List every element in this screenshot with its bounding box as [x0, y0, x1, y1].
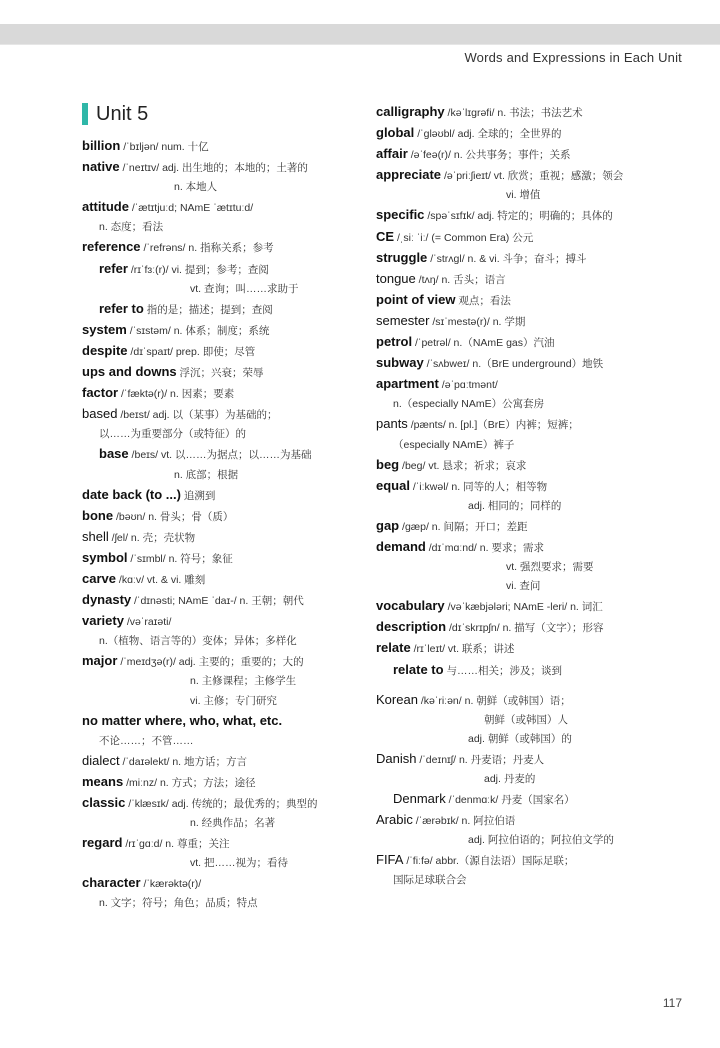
- vocab-definition: /bəʊn/ n. 骨头；骨（质）: [113, 510, 234, 523]
- vocab-headword: demand: [376, 538, 426, 554]
- vocab-headword: means: [82, 773, 124, 789]
- vocab-definition: /ˈneɪtɪv/ adj. 出生地的；本地的；土著的: [119, 162, 308, 175]
- vocab-headword: dynasty: [82, 592, 132, 608]
- vocab-entry: [82, 548, 352, 569]
- vocab-headword: symbol: [82, 549, 128, 565]
- vocab-definition: /ˈdaɪəlekt/ n. 地方话；方言: [119, 755, 248, 768]
- vocab-entry: [82, 711, 352, 732]
- vocab-definition: 不论……；不管……: [99, 734, 194, 747]
- vocab-definition: 国际足球联合会: [393, 874, 467, 887]
- vocab-definition: /ˈdɪnəsti; NAmE ˈdaɪ-/ n. 王朝；朝代: [131, 595, 304, 608]
- vocab-entry: [82, 444, 352, 465]
- vocab-continuation: [82, 732, 352, 751]
- vocab-headword: reference: [82, 239, 141, 255]
- vocab-entry: [82, 651, 352, 672]
- vocab-headword: relate: [376, 640, 411, 656]
- vocab-headword: factor: [82, 385, 119, 401]
- vocab-entry: [82, 383, 352, 404]
- vocab-headword: dialect: [82, 752, 120, 768]
- vocab-entry: [376, 789, 666, 810]
- vocab-entry: [376, 165, 666, 186]
- vocab-entry: [376, 810, 666, 831]
- vocab-headword: equal: [376, 477, 410, 493]
- vocab-entry: [82, 772, 352, 793]
- vocab-definition: /ˈsɪstəm/ n. 体系；制度；系统: [126, 324, 270, 337]
- vocab-headword: Denmark: [393, 791, 446, 807]
- vocab-continuation: [82, 814, 352, 833]
- vocab-definition: n. 本地人: [174, 181, 218, 194]
- vocab-definition: n. 态度；看法: [99, 221, 164, 234]
- vocab-headword: billion: [82, 138, 121, 153]
- vocab-definition: /rɪˈleɪt/ vt. 联系；讲述: [410, 643, 515, 656]
- vocab-definition: n. 底部；根据: [174, 468, 239, 481]
- vocab-headword: description: [376, 619, 447, 635]
- vocab-continuation: [82, 692, 352, 711]
- vocab-entry: [376, 144, 666, 165]
- vocab-entry: [376, 123, 666, 144]
- unit-title: Unit 5: [96, 102, 149, 125]
- vocab-entry: [376, 455, 666, 476]
- vocab-entry: [376, 414, 666, 435]
- vocab-definition: /dɪˈspaɪt/ prep. 即使；尽管: [127, 345, 256, 358]
- vocab-entry: [376, 749, 666, 770]
- vocab-headword: classic: [82, 795, 126, 810]
- vocab-entry: [82, 362, 352, 383]
- vocab-definition: n. 主修课程；主修学生: [190, 675, 297, 688]
- vocab-definition: /ˈklæsɪk/ adj. 传统的；最优秀的；典型的: [125, 798, 318, 810]
- vocab-definition: n. 经典作品；名著: [190, 817, 276, 830]
- vocab-headword: struggle: [376, 249, 428, 265]
- vocab-continuation: [82, 632, 352, 651]
- vocab-headword: character: [82, 875, 141, 891]
- vocab-definition: vt. 查询；叫……求助于: [190, 282, 299, 295]
- vocab-continuation: [376, 395, 666, 414]
- vocab-definition: /ˈmeɪdʒə(r)/ adj. 主要的；重要的；大的: [117, 656, 304, 669]
- vocab-entry: [82, 320, 352, 341]
- vocab-definition: 指的是；描述；提到；查阅: [143, 303, 273, 316]
- vocab-headword: base: [99, 446, 129, 462]
- vocab-entry: [376, 516, 666, 537]
- vocab-definition: /kɑːv/ vt. & vi. 雕刻: [115, 573, 206, 586]
- unit-heading: [82, 102, 148, 126]
- vocab-continuation: [376, 831, 666, 850]
- vocab-definition: n.（植物、语言等的）变体；异体；多样化: [99, 635, 297, 648]
- vocab-definition: /ˈiːkwəl/ n. 同等的人；相等物: [409, 480, 548, 493]
- vocab-definition: 观点；看法: [455, 294, 511, 307]
- vocab-headword: despite: [82, 342, 128, 358]
- vocab-definition: 以……为重要部分（或特征）的: [99, 428, 246, 441]
- vocab-headword: FIFA: [376, 852, 404, 868]
- vocab-definition: adj. 相同的；同样的: [468, 499, 562, 512]
- vocab-continuation: [82, 178, 352, 197]
- vocab-headword: beg: [376, 456, 400, 472]
- vocab-headword: Korean: [376, 691, 418, 707]
- vocab-definition: /ˈdeɪnɪʃ/ n. 丹麦语；丹麦人: [416, 753, 545, 766]
- vocab-entry: [82, 833, 352, 854]
- vocab-continuation: [376, 711, 666, 730]
- vocab-headword: attitude: [82, 199, 129, 215]
- vocab-definition: /beɪs/ vt. 以……为据点；以……为基础: [128, 449, 312, 462]
- vocab-headword: no matter where, who, what, etc.: [82, 712, 283, 728]
- page-number: 117: [662, 996, 682, 1010]
- vocab-definition: /miːnz/ n. 方式；方法；途径: [123, 776, 256, 789]
- vocab-headword: shell: [82, 528, 109, 544]
- vocab-entry: [376, 269, 666, 290]
- vocab-definition: /ˈrefrəns/ n. 指称关系；参考: [140, 242, 274, 255]
- vocab-continuation: [82, 466, 352, 485]
- vocab-entry: [376, 690, 666, 711]
- vocab-entry: [376, 227, 666, 248]
- vocab-continuation: [376, 497, 666, 516]
- vocab-continuation: [82, 854, 352, 873]
- vocab-entry: [82, 197, 352, 218]
- vocab-definition: /spəˈsɪfɪk/ adj. 特定的；明确的；具体的: [424, 210, 613, 223]
- vocab-entry: [82, 569, 352, 590]
- vocab-definition: n.（especially NAmE）公寓套房: [393, 398, 545, 411]
- vocab-entry: [376, 102, 666, 123]
- vocab-definition: 追溯到: [180, 489, 216, 502]
- vocab-definition: adj. 朝鲜（或韩国）的: [468, 732, 572, 745]
- vocab-continuation: [82, 425, 352, 444]
- vocab-definition: /əˈfeə(r)/ n. 公共事务；事件；关系: [407, 149, 571, 162]
- vocab-entry: [82, 611, 352, 632]
- vocab-definition: /ɡæp/ n. 间隔；开口；差距: [399, 520, 528, 533]
- vocab-headword: ups and downs: [82, 364, 177, 380]
- vocab-continuation: [376, 730, 666, 749]
- vocab-entry: [82, 485, 352, 506]
- vocab-definition: /vəˈraɪəti/: [123, 616, 172, 629]
- vocab-definition: adj. 丹麦的: [484, 773, 536, 785]
- vocab-headword: variety: [82, 613, 124, 629]
- vocab-continuation: [376, 186, 666, 205]
- top-band-divider: [0, 44, 720, 45]
- vocab-headword: point of view: [376, 291, 456, 307]
- left-column: [82, 136, 352, 914]
- vocab-definition: 与……相关；涉及；谈到: [443, 664, 562, 677]
- vocab-entry: [82, 527, 352, 548]
- vocab-continuation: [82, 218, 352, 237]
- right-column: [376, 102, 666, 891]
- vocab-definition: /ˈsɪmbl/ n. 符号；象征: [127, 552, 233, 565]
- vocab-definition: /ʃel/ n. 壳；壳状物: [108, 531, 196, 544]
- vocab-definition: /əˈpriːʃieɪt/ vt. 欣赏；重视；感激；领会: [441, 170, 624, 183]
- vocab-headword: petrol: [376, 334, 413, 350]
- vocab-definition: vi. 增值: [506, 189, 541, 202]
- vocab-entry: [376, 374, 666, 395]
- vocab-entry: [376, 205, 666, 226]
- vocab-continuation: [376, 871, 666, 890]
- vocab-headword: CE: [376, 228, 395, 244]
- top-band: [0, 24, 720, 44]
- vocab-definition: /pænts/ n. [pl.]（BrE）内裤；短裤；: [407, 419, 579, 432]
- running-header: Words and Expressions in Each Unit: [464, 50, 682, 65]
- vocab-headword: gap: [376, 517, 400, 533]
- vocab-entry: [376, 596, 666, 617]
- vocab-headword: refer: [99, 260, 128, 276]
- vocab-definition: /ˈærəbɪk/ n. 阿拉伯语: [412, 815, 516, 828]
- vocab-entry: [82, 157, 352, 178]
- vocab-entry: [82, 341, 352, 362]
- vocab-entry: [376, 290, 666, 311]
- vocab-definition: n. 文字；符号；角色；品质；特点: [99, 897, 258, 910]
- vocab-headword: semester: [376, 312, 430, 328]
- vocab-continuation: [82, 280, 352, 299]
- vocab-headword: subway: [376, 355, 424, 371]
- vocab-definition: /tʌŋ/ n. 舌头；语言: [415, 273, 506, 286]
- vocab-definition: /beɪst/ adj. 以（某事）为基础的；: [117, 409, 278, 422]
- vocab-headword: refer to: [99, 300, 144, 316]
- vocab-definition: /ˈsʌbweɪ/ n.（BrE underground）地铁: [423, 358, 604, 371]
- vocab-definition: /sɪˈmestə(r)/ n. 学期: [429, 315, 526, 328]
- vocab-continuation: [376, 558, 666, 577]
- vocab-headword: carve: [82, 570, 116, 586]
- vocab-definition: /ˈpetrəl/ n.（NAmE gas）汽油: [412, 337, 555, 350]
- vocab-definition: /ˈfæktə(r)/ n. 因素；要素: [118, 388, 235, 401]
- vocab-headword: global: [376, 125, 415, 141]
- vocab-definition: /beɡ/ vt. 恳求；祈求；哀求: [399, 459, 527, 472]
- vocab-entry: [82, 136, 352, 157]
- vocab-entry: [82, 259, 352, 280]
- vocab-definition: /dɪˈmɑːnd/ n. 要求；需求: [425, 541, 544, 554]
- vocab-headword: major: [82, 653, 118, 669]
- vocab-definition: /rɪˈɡɑːd/ n. 尊重；关注: [122, 838, 230, 851]
- vocab-definition: /əˈpɑːtmənt/: [438, 379, 498, 392]
- vocab-definition: （especially NAmE）裤子: [393, 438, 515, 451]
- vocab-continuation: [376, 577, 666, 596]
- vocab-headword: system: [82, 321, 127, 337]
- vocab-definition: adj. 阿拉伯语的；阿拉伯文学的: [468, 834, 614, 847]
- vocab-headword: Arabic: [376, 812, 413, 828]
- vocab-entry: [376, 311, 666, 332]
- vocab-entry: [376, 638, 666, 659]
- vocab-continuation: [376, 436, 666, 455]
- vocab-entry: [376, 617, 666, 638]
- vocab-definition: /ˈstrʌɡl/ n. & vi. 斗争；奋斗；搏斗: [427, 252, 587, 265]
- vocab-entry: [82, 793, 352, 814]
- vocab-continuation: [82, 894, 352, 913]
- vocab-entry: [376, 660, 666, 681]
- vocab-headword: Danish: [376, 750, 417, 766]
- vocab-headword: specific: [376, 207, 425, 223]
- vocab-definition: /ˈbɪljən/ num. 十亿: [120, 141, 209, 153]
- vocab-headword: affair: [376, 146, 408, 162]
- vocab-definition: /ˈfiːfə/ abbr.（源自法语）国际足联；: [403, 855, 575, 868]
- vocab-entry: [82, 299, 352, 320]
- vocab-headword: bone: [82, 507, 114, 523]
- vocab-headword: native: [82, 159, 120, 175]
- vocab-definition: /ˈdenmɑːk/ 丹麦（国家名）: [445, 794, 575, 807]
- vocab-definition: 浮沉；兴衰；荣辱: [176, 367, 264, 380]
- vocab-continuation: [82, 672, 352, 691]
- vocab-headword: relate to: [393, 661, 444, 677]
- vocab-definition: /kəˈlɪɡrəfi/ n. 书法；书法艺术: [444, 107, 583, 119]
- vocab-headword: based: [82, 406, 118, 422]
- vocab-entry: [82, 590, 352, 611]
- vocab-definition: /rɪˈfɜː(r)/ vi. 提到；参考；查阅: [127, 263, 269, 276]
- vocab-headword: regard: [82, 835, 123, 851]
- vocab-definition: vt. 把……视为；看待: [190, 857, 289, 870]
- vocab-headword: date back (to ...): [82, 486, 181, 502]
- vocab-definition: /kəˈriːən/ n. 朝鲜（或韩国）语；: [417, 694, 571, 707]
- vocab-definition: /ˌsiː ˈiː/ (= Common Era) 公元: [394, 231, 534, 244]
- vocab-entry: [376, 248, 666, 269]
- vocab-definition: vt. 强烈要求；需要: [506, 561, 594, 574]
- vocab-entry: [82, 237, 352, 258]
- vocab-headword: appreciate: [376, 167, 442, 183]
- vocab-headword: tongue: [376, 270, 416, 286]
- unit-accent-bar: [82, 103, 88, 125]
- vocab-entry: [376, 332, 666, 353]
- vocab-definition: vi. 主修；专门研究: [190, 694, 277, 707]
- vocab-definition: vi. 查问: [506, 580, 541, 593]
- vocab-headword: pants: [376, 416, 408, 432]
- vocab-definition: /ˈkærəktə(r)/: [140, 878, 202, 891]
- vocab-definition: 朝鲜（或韩国）人: [484, 713, 568, 726]
- vocab-entry: [82, 751, 352, 772]
- vocab-definition: /ˈætɪtjuːd; NAmE ˈætɪtuːd/: [128, 202, 254, 215]
- vocab-definition: /ˈɡləʊbl/ adj. 全球的；全世界的: [414, 128, 562, 141]
- vocab-continuation: [376, 770, 666, 789]
- vocab-headword: apartment: [376, 376, 439, 392]
- vocab-headword: vocabulary: [376, 598, 445, 614]
- vocab-entry: [82, 506, 352, 527]
- vocab-entry: [82, 873, 352, 894]
- vocab-entry: [376, 537, 666, 558]
- vocab-headword: calligraphy: [376, 104, 445, 119]
- vocab-entry: [82, 404, 352, 425]
- vocab-definition: /vəˈkæbjələri; NAmE -leri/ n. 词汇: [444, 601, 603, 614]
- vocab-definition: /dɪˈskrɪpʃn/ n. 描写（文字）；形容: [446, 622, 604, 635]
- vocab-entry: [376, 476, 666, 497]
- vocab-entry: [376, 353, 666, 374]
- vocab-entry: [376, 850, 666, 871]
